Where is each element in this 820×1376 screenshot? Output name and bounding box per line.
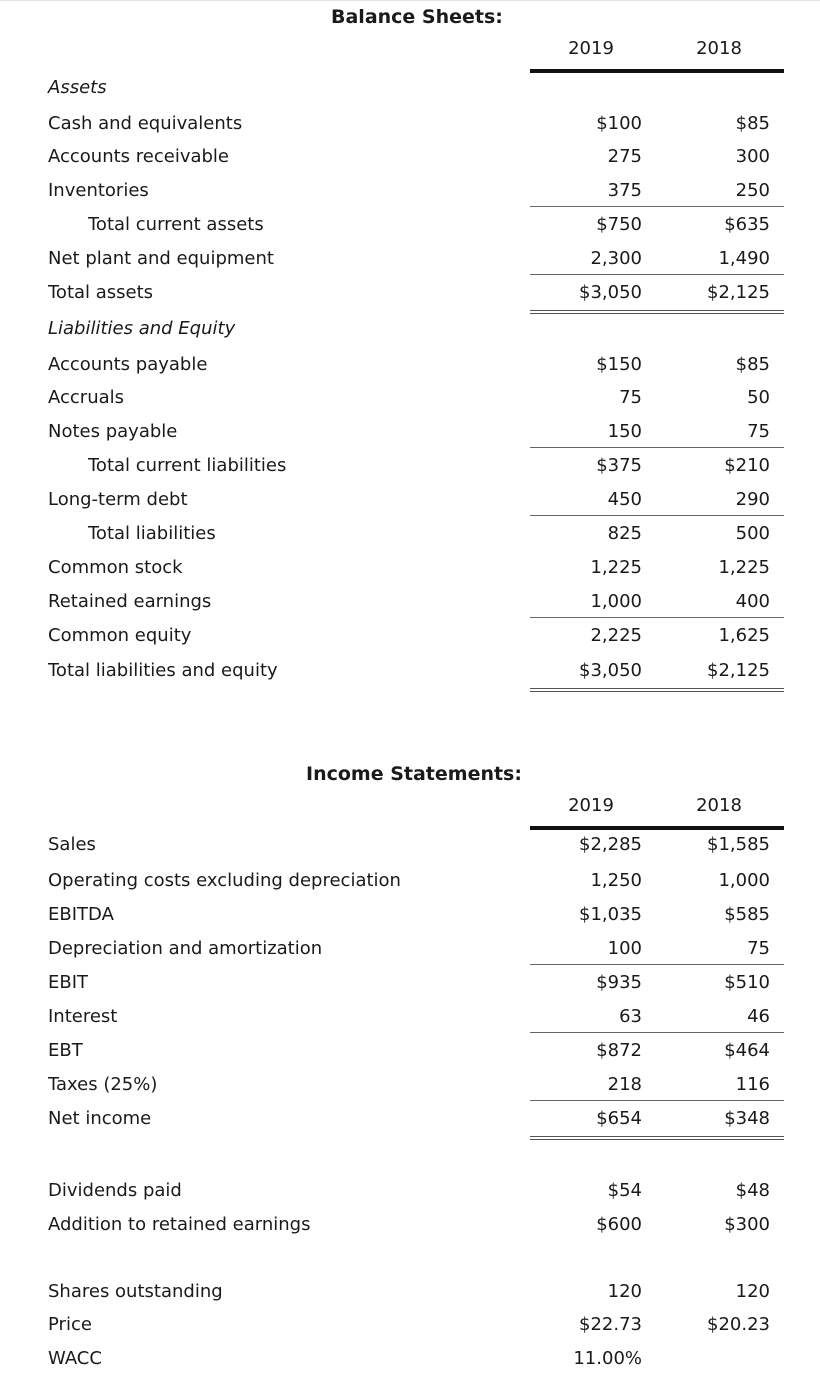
value-wacc-2018 <box>658 1342 770 1376</box>
value-total-current-liabilities-2019: $375 <box>596 455 642 476</box>
row-label-wacc: WACC <box>48 1348 102 1369</box>
value-long-term-debt-2018: 290 <box>735 489 770 510</box>
row-label-long-term-debt: Long-term debt <box>48 489 188 510</box>
value-ebitda-2019: $1,035 <box>579 904 642 925</box>
row-label-accounts-payable: Accounts payable <box>48 354 208 375</box>
row-label-total-liabilities-and-equity: Total liabilities and equity <box>48 660 278 681</box>
row-label-total-assets: Total assets <box>48 282 154 303</box>
value-total-liabilities-and-equity-2018: $2,125 <box>707 660 770 681</box>
value-shares-outstanding-2018: 120 <box>735 1281 770 1302</box>
value-accruals-2019: 75 <box>619 387 642 408</box>
value-interest-2019: 63 <box>619 1006 642 1027</box>
value-sales-2018: $1,585 <box>707 834 770 855</box>
value-accounts-receivable-2018: 300 <box>735 146 770 167</box>
value-addition-to-retained-earnings-2018: $300 <box>724 1214 770 1235</box>
value-accounts-payable-2019: $150 <box>596 354 642 375</box>
value-retained-earnings-2019: 1,000 <box>590 591 642 612</box>
value-price-2018: $20.23 <box>707 1314 770 1335</box>
is-year-2019-header: 2019 <box>568 795 614 816</box>
value-net-income-2018: $348 <box>724 1108 770 1129</box>
balance-sheet-title: Balance Sheets: <box>331 6 503 28</box>
value-depreciation-and-amortization-2018: 75 <box>747 938 770 959</box>
value-common-stock-2018: 1,225 <box>718 557 770 578</box>
value-total-current-assets-2019: $750 <box>596 214 642 235</box>
value-net-plant-and-equipment-2018: 1,490 <box>718 248 770 269</box>
top-border <box>0 0 820 1</box>
value-accruals-2018: 50 <box>747 387 770 408</box>
underline-rule <box>530 964 784 965</box>
row-label-total-liabilities: Total liabilities <box>88 523 216 544</box>
value-ebit-2018: $510 <box>724 972 770 993</box>
value-net-plant-and-equipment-2019: 2,300 <box>590 248 642 269</box>
row-label-common-equity: Common equity <box>48 625 192 646</box>
value-operating-costs-excluding-depreciation-2019: 1,250 <box>590 870 642 891</box>
value-cash-and-equivalents-2019: $100 <box>596 113 642 134</box>
value-common-equity-2018: 1,625 <box>718 625 770 646</box>
section-label-assets: Assets <box>48 77 107 98</box>
underline-rule <box>530 206 784 207</box>
underline-rule <box>530 515 784 516</box>
value-net-income-2019: $654 <box>596 1108 642 1129</box>
double-underline-rule <box>530 310 784 314</box>
row-label-accounts-receivable: Accounts receivable <box>48 146 230 167</box>
value-sales-2019: $2,285 <box>579 834 642 855</box>
value-long-term-debt-2019: 450 <box>607 489 642 510</box>
is-year-2018-header: 2018 <box>696 795 742 816</box>
row-label-operating-costs-excluding-depreciation: Operating costs excluding depreciation <box>48 870 401 891</box>
row-label-depreciation-and-amortization: Depreciation and amortization <box>48 938 323 959</box>
row-label-taxes-25: Taxes (25%) <box>48 1074 158 1095</box>
row-label-price: Price <box>48 1314 92 1335</box>
row-label-dividends-paid: Dividends paid <box>48 1180 182 1201</box>
row-label-total-current-assets: Total current assets <box>88 214 264 235</box>
value-total-liabilities-and-equity-2019: $3,050 <box>579 660 642 681</box>
value-ebt-2019: $872 <box>596 1040 642 1061</box>
underline-rule <box>530 1100 784 1101</box>
row-label-shares-outstanding: Shares outstanding <box>48 1281 223 1302</box>
value-total-assets-2019: $3,050 <box>579 282 642 303</box>
value-dividends-paid-2019: $54 <box>607 1180 642 1201</box>
value-shares-outstanding-2019: 120 <box>607 1281 642 1302</box>
value-total-current-assets-2018: $635 <box>724 214 770 235</box>
value-total-assets-2018: $2,125 <box>707 282 770 303</box>
row-label-notes-payable: Notes payable <box>48 421 178 442</box>
value-price-2019: $22.73 <box>579 1314 642 1335</box>
bs-header-rule <box>530 69 784 73</box>
value-notes-payable-2018: 75 <box>747 421 770 442</box>
row-label-inventories: Inventories <box>48 180 149 201</box>
value-depreciation-and-amortization-2019: 100 <box>607 938 642 959</box>
row-label-accruals: Accruals <box>48 387 125 408</box>
row-label-addition-to-retained-earnings: Addition to retained earnings <box>48 1214 311 1235</box>
bs-year-2019-header: 2019 <box>568 38 614 59</box>
value-addition-to-retained-earnings-2019: $600 <box>596 1214 642 1235</box>
value-wacc-2019: 11.00% <box>573 1348 642 1369</box>
bs-year-2018-header: 2018 <box>696 38 742 59</box>
underline-rule <box>530 617 784 618</box>
value-interest-2018: 46 <box>747 1006 770 1027</box>
row-label-net-income: Net income <box>48 1108 152 1129</box>
income-statement-title: Income Statements: <box>306 763 522 785</box>
value-retained-earnings-2018: 400 <box>735 591 770 612</box>
row-label-total-current-liabilities: Total current liabilities <box>88 455 287 476</box>
row-label-common-stock: Common stock <box>48 557 183 578</box>
value-accounts-payable-2018: $85 <box>735 354 770 375</box>
value-cash-and-equivalents-2018: $85 <box>735 113 770 134</box>
row-label-ebit: EBIT <box>48 972 89 993</box>
value-common-equity-2019: 2,225 <box>590 625 642 646</box>
value-ebit-2019: $935 <box>596 972 642 993</box>
value-inventories-2019: 375 <box>607 180 642 201</box>
row-label-ebt: EBT <box>48 1040 83 1061</box>
underline-rule <box>530 274 784 275</box>
section-label-liabilities-and-equity: Liabilities and Equity <box>48 318 236 339</box>
row-label-ebitda: EBITDA <box>48 904 114 925</box>
row-label-interest: Interest <box>48 1006 118 1027</box>
value-taxes-25-2018: 116 <box>735 1074 770 1095</box>
value-ebitda-2018: $585 <box>724 904 770 925</box>
value-total-liabilities-2018: 500 <box>735 523 770 544</box>
row-label-retained-earnings: Retained earnings <box>48 591 212 612</box>
double-underline-rule <box>530 688 784 692</box>
row-label-cash-and-equivalents: Cash and equivalents <box>48 113 243 134</box>
value-accounts-receivable-2019: 275 <box>607 146 642 167</box>
value-total-current-liabilities-2018: $210 <box>724 455 770 476</box>
underline-rule <box>530 1032 784 1033</box>
value-inventories-2018: 250 <box>735 180 770 201</box>
double-underline-rule <box>530 1136 784 1140</box>
value-common-stock-2019: 1,225 <box>590 557 642 578</box>
value-dividends-paid-2018: $48 <box>735 1180 770 1201</box>
value-operating-costs-excluding-depreciation-2018: 1,000 <box>718 870 770 891</box>
row-label-net-plant-and-equipment: Net plant and equipment <box>48 248 274 269</box>
row-label-sales: Sales <box>48 834 96 855</box>
value-ebt-2018: $464 <box>724 1040 770 1061</box>
value-notes-payable-2019: 150 <box>607 421 642 442</box>
value-taxes-25-2019: 218 <box>607 1074 642 1095</box>
value-total-liabilities-2019: 825 <box>607 523 642 544</box>
underline-rule <box>530 447 784 448</box>
